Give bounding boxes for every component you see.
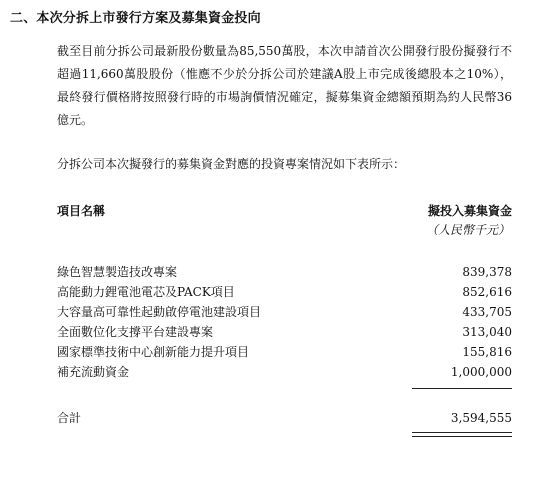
- table-row: [57, 342, 512, 362]
- column-header-amount: 擬投入募集資金: [427, 204, 512, 218]
- table-row: [57, 322, 512, 342]
- row-project-name: 高能動力鋰電池電芯及PACK項目: [57, 285, 235, 299]
- row-amount: 839,378: [462, 265, 512, 279]
- row-amount: 1,000,000: [450, 365, 512, 379]
- subtotal-divider: [412, 388, 512, 389]
- total-row: [57, 408, 512, 428]
- table-intro-paragraph: 分拆公司本次擬發行的募集資金對應的投資專案情況如下表所示：: [57, 157, 406, 171]
- row-amount: 852,616: [462, 285, 512, 299]
- intro-paragraph: 截至目前分拆公司最新股份數量為85,550萬股，本次申請首次公開發行股份擬發行不超過11,660萬股股份（惟應不少於分拆公司於建議A股上市完成後總股本之10%），最終發行價格將按照發行時的市場詢價情況確定，擬募集資金總額預期為約人民幣36億元。: [57, 44, 512, 127]
- table-row: [57, 282, 512, 302]
- total-label: 合計: [57, 411, 82, 425]
- total-amount: 3,594,555: [450, 411, 512, 425]
- row-project-name: 補充流動資金: [57, 365, 130, 379]
- table-row: [57, 302, 512, 322]
- section-heading: 二、本次分拆上市發行方案及募集資金投向: [10, 11, 261, 26]
- row-project-name: 國家標準技術中心創新能力提升項目: [57, 345, 250, 359]
- column-header-project-name: 項目名稱: [57, 204, 106, 218]
- table-row: [57, 262, 512, 282]
- row-project-name: 大容量高可靠性起動啟停電池建設項目: [57, 305, 262, 319]
- row-amount: 155,816: [462, 345, 512, 359]
- total-double-underline: [412, 432, 512, 437]
- table-row: [57, 362, 512, 382]
- row-amount: 313,040: [462, 325, 512, 339]
- row-project-name: 全面數位化支撐平台建設專案: [57, 325, 214, 339]
- table-body: [57, 262, 512, 382]
- row-amount: 433,705: [462, 305, 512, 319]
- table-header: [57, 197, 512, 237]
- column-unit-label: （人民幣千元）: [425, 223, 510, 237]
- row-project-name: 綠色智慧製造技改專案: [57, 265, 178, 279]
